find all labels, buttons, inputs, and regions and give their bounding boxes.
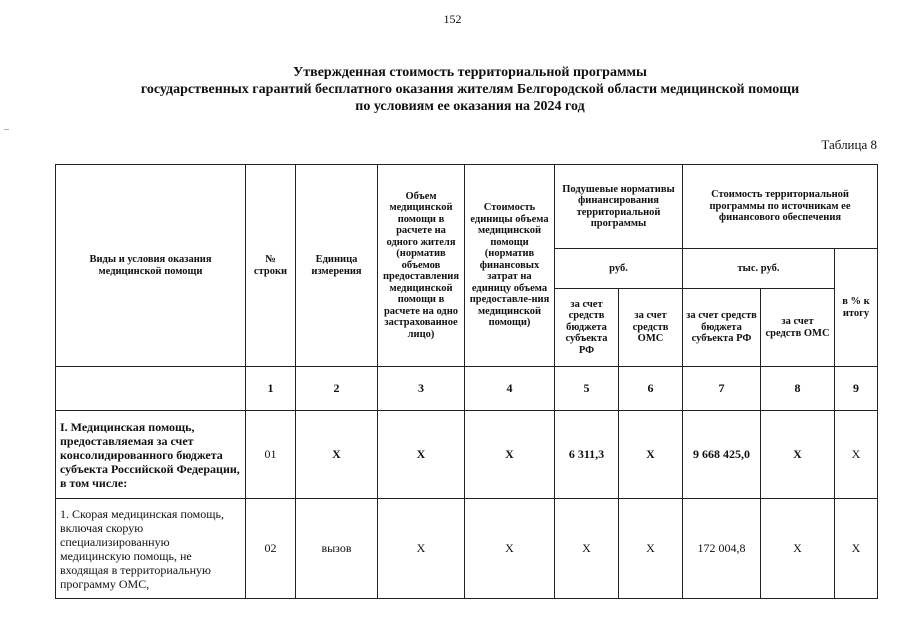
- row-number: 01: [246, 411, 296, 499]
- col-number: 4: [465, 367, 555, 411]
- header-unit-cost: Стоимость единицы объема медицинской помощи (норматив финансовых затрат на единицу объема предоставле-ния медицинской помощи): [465, 165, 555, 367]
- table-row: [56, 411, 878, 499]
- col-number: 1: [246, 367, 296, 411]
- row-per-capita-budget: 6 311,3: [555, 411, 619, 499]
- row-label: I. Медицинская помощь, предоставляемая за счет консолидированного бюджета субъекта Российской Федерации, в том числе:: [56, 411, 246, 499]
- table-row: [56, 499, 878, 599]
- title-line-1: Утвержденная стоимость территориальной программы: [293, 65, 647, 80]
- cost-table: [55, 164, 878, 599]
- row-cost-budget: 172 004,8: [683, 499, 761, 599]
- row-percent: Х: [835, 499, 878, 599]
- header-col6: за счет средств ОМС: [619, 289, 683, 367]
- col-number: 8: [761, 367, 835, 411]
- col-number: 7: [683, 367, 761, 411]
- row-cost-budget: 9 668 425,0: [683, 411, 761, 499]
- row-label: 1. Скорая медицинская помощь, включая скорую специализированную медицинскую помощь, не входящая в территориальную программу ОМС,: [56, 499, 246, 599]
- col-number: 3: [378, 367, 465, 411]
- col-number: [56, 367, 246, 411]
- row-unit: вызов: [296, 499, 378, 599]
- header-percent: в % к итогу: [835, 249, 878, 367]
- row-unit: Х: [296, 411, 378, 499]
- row-per-capita-oms: Х: [619, 499, 683, 599]
- row-percent: Х: [835, 411, 878, 499]
- row-volume: Х: [378, 499, 465, 599]
- header-col7: за счет средств бюджета субъекта РФ: [683, 289, 761, 367]
- row-cost-oms: Х: [761, 499, 835, 599]
- row-cost-oms: Х: [761, 411, 835, 499]
- col-number: 2: [296, 367, 378, 411]
- col-number: 9: [835, 367, 878, 411]
- table-label: Таблица 8: [821, 137, 877, 152]
- header-row-no: № строки: [246, 165, 296, 367]
- col-number: 5: [555, 367, 619, 411]
- header-program-cost: Стоимость территориальной программы по источникам ее финансового обеспечения: [683, 165, 878, 249]
- header-per-capita: Подушевые нормативы финансирования территориальной программы: [555, 165, 683, 249]
- page-number: 152: [443, 12, 462, 26]
- margin-mark: –: [4, 124, 9, 135]
- header-unit: Единица измерения: [296, 165, 378, 367]
- row-unit-cost: Х: [465, 411, 555, 499]
- title-line-2: государственных гарантий бесплатного оказания жителям Белгородской области медицинской помощи: [140, 82, 800, 97]
- row-per-capita-budget: Х: [555, 499, 619, 599]
- header-types: Виды и условия оказания медицинской помощи: [56, 165, 246, 367]
- header-thous-rub: тыс. руб.: [683, 249, 835, 289]
- header-col5: за счет средств бюджета субъекта РФ: [555, 289, 619, 367]
- document-title: [60, 64, 880, 115]
- row-number: 02: [246, 499, 296, 599]
- header-rub: руб.: [555, 249, 683, 289]
- title-line-3: по условиям ее оказания на 2024 год: [355, 99, 585, 114]
- col-number: 6: [619, 367, 683, 411]
- header-col8: за счет средств ОМС: [761, 289, 835, 367]
- row-unit-cost: Х: [465, 499, 555, 599]
- row-per-capita-oms: Х: [619, 411, 683, 499]
- row-volume: Х: [378, 411, 465, 499]
- column-number-row: [56, 367, 878, 411]
- header-volume: Объем медицинской помощи в расчете на одного жителя (норматив объемов предоставления медицинской помощи в расчете на одно застрахованное лицо): [378, 165, 465, 367]
